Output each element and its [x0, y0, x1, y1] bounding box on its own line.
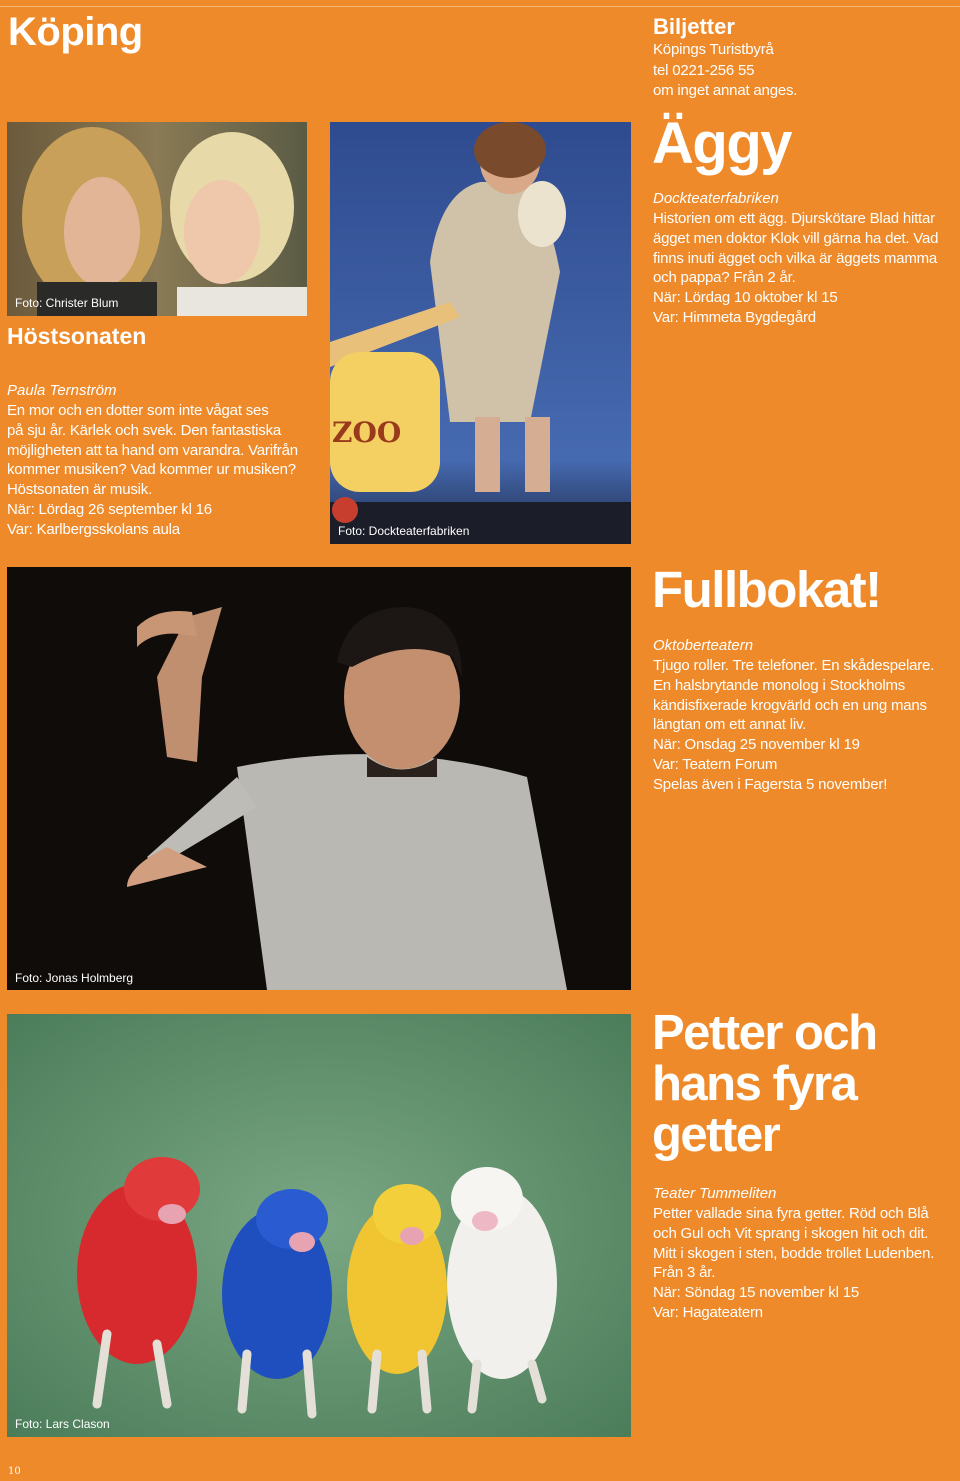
petter-line: Var: Hagateatern [653, 1303, 763, 1321]
fullbokat-title: Fullbokat! [652, 561, 881, 618]
aggy-credit: Foto: Dockteaterfabriken [338, 524, 470, 538]
hostsonaten-photo [7, 122, 307, 316]
tickets-line: Köpings Turistbyrå [653, 41, 774, 58]
aggy-line: finns inuti ägget och vilka är äggets mamma [653, 249, 938, 267]
petter-company: Teater Tummeliten [653, 1185, 777, 1202]
hostsonaten-line: Var: Karlbergsskolans aula [7, 520, 180, 538]
aggy-company: Dockteaterfabriken [653, 190, 779, 207]
hostsonaten-photo-image [7, 122, 307, 316]
aggy-line: När: Lördag 10 oktober kl 15 [653, 289, 838, 307]
fullbokat-line: längtan om ett annat liv. [653, 716, 807, 734]
hostsonaten-text [7, 381, 317, 540]
hostsonaten-line: En mor och en dotter som inte vågat ses [7, 402, 269, 419]
hostsonaten-line: möjligheten att ta hand om varandra. Varifrån [7, 441, 298, 459]
fullbokat-line: När: Onsdag 25 november kl 19 [653, 736, 860, 754]
fullbokat-line: Spelas även i Fagersta 5 november! [653, 775, 888, 793]
petter-line: Från 3 år. [653, 1264, 716, 1282]
hostsonaten-title: Höstsonaten [7, 323, 147, 349]
aggy-photo-image [330, 122, 631, 544]
fullbokat-line: En halsbrytande monolog i Stockholms [653, 676, 906, 694]
petter-title-line: getter [652, 1108, 780, 1162]
petter-line: Petter vallade sina fyra getter. Röd och Blå [653, 1205, 929, 1222]
svg-text:ZOO: ZOO [332, 416, 402, 449]
petter-photo [7, 1014, 631, 1437]
top-rule [0, 6, 960, 7]
page-number: 10 [8, 1466, 21, 1477]
hostsonaten-line: på sju år. Kärlek och svek. Den fantastiska [7, 421, 282, 439]
hostsonaten-line: kommer musiken? Vad kommer ur musiken? [7, 461, 296, 479]
fullbokat-line: Var: Teatern Forum [653, 755, 778, 773]
fullbokat-credit: Foto: Jonas Holmberg [15, 971, 134, 985]
aggy-title: Äggy [652, 111, 791, 176]
petter-photo-image [7, 1014, 631, 1437]
aggy-text [653, 189, 953, 328]
petter-credit: Foto: Lars Clason [15, 1417, 110, 1431]
aggy-photo [330, 122, 631, 544]
tickets-line: om inget annat anges. [653, 82, 798, 99]
aggy-line: ägget men doktor Klok vill gärna ha det. Vad [653, 229, 939, 247]
petter-line: och Gul och Vit sprang i skogen hit och dit. [653, 1224, 929, 1242]
hostsonaten-line: Höstsonaten är musik. [7, 481, 153, 499]
tickets-heading: Biljetter [653, 14, 735, 39]
aggy-line: Var: Himmeta Bygdegård [653, 308, 816, 326]
fullbokat-company: Oktoberteatern [653, 637, 754, 654]
fullbokat-photo [7, 567, 631, 990]
tickets-line: tel 0221-256 55 [653, 61, 755, 79]
fullbokat-line: kändisfixerade krogvärld och en ung mans [653, 696, 927, 714]
petter-line: Mitt i skogen i sten, bodde trollet Ludenben. [653, 1244, 935, 1262]
petter-title [652, 1008, 877, 1161]
hostsonaten-company: Paula Ternström [7, 382, 117, 399]
petter-title-line: hans fyra [652, 1057, 857, 1111]
petter-text [653, 1184, 953, 1323]
fullbokat-photo-image [7, 567, 631, 990]
aggy-line: Historien om ett ägg. Djurskötare Blad hittar [653, 210, 935, 227]
fullbokat-line: Tjugo roller. Tre telefoner. En skådespelare. [653, 657, 935, 674]
petter-line: När: Söndag 15 november kl 15 [653, 1284, 859, 1302]
page-title: Köping [8, 10, 143, 54]
fullbokat-text [653, 636, 953, 795]
hostsonaten-line: När: Lördag 26 september kl 16 [7, 500, 212, 518]
tickets-box [653, 14, 953, 102]
petter-title-line: Petter och [652, 1006, 877, 1060]
aggy-line: och pappa? Från 2 år. [653, 269, 796, 287]
hostsonaten-credit: Foto: Christer Blum [15, 296, 119, 310]
